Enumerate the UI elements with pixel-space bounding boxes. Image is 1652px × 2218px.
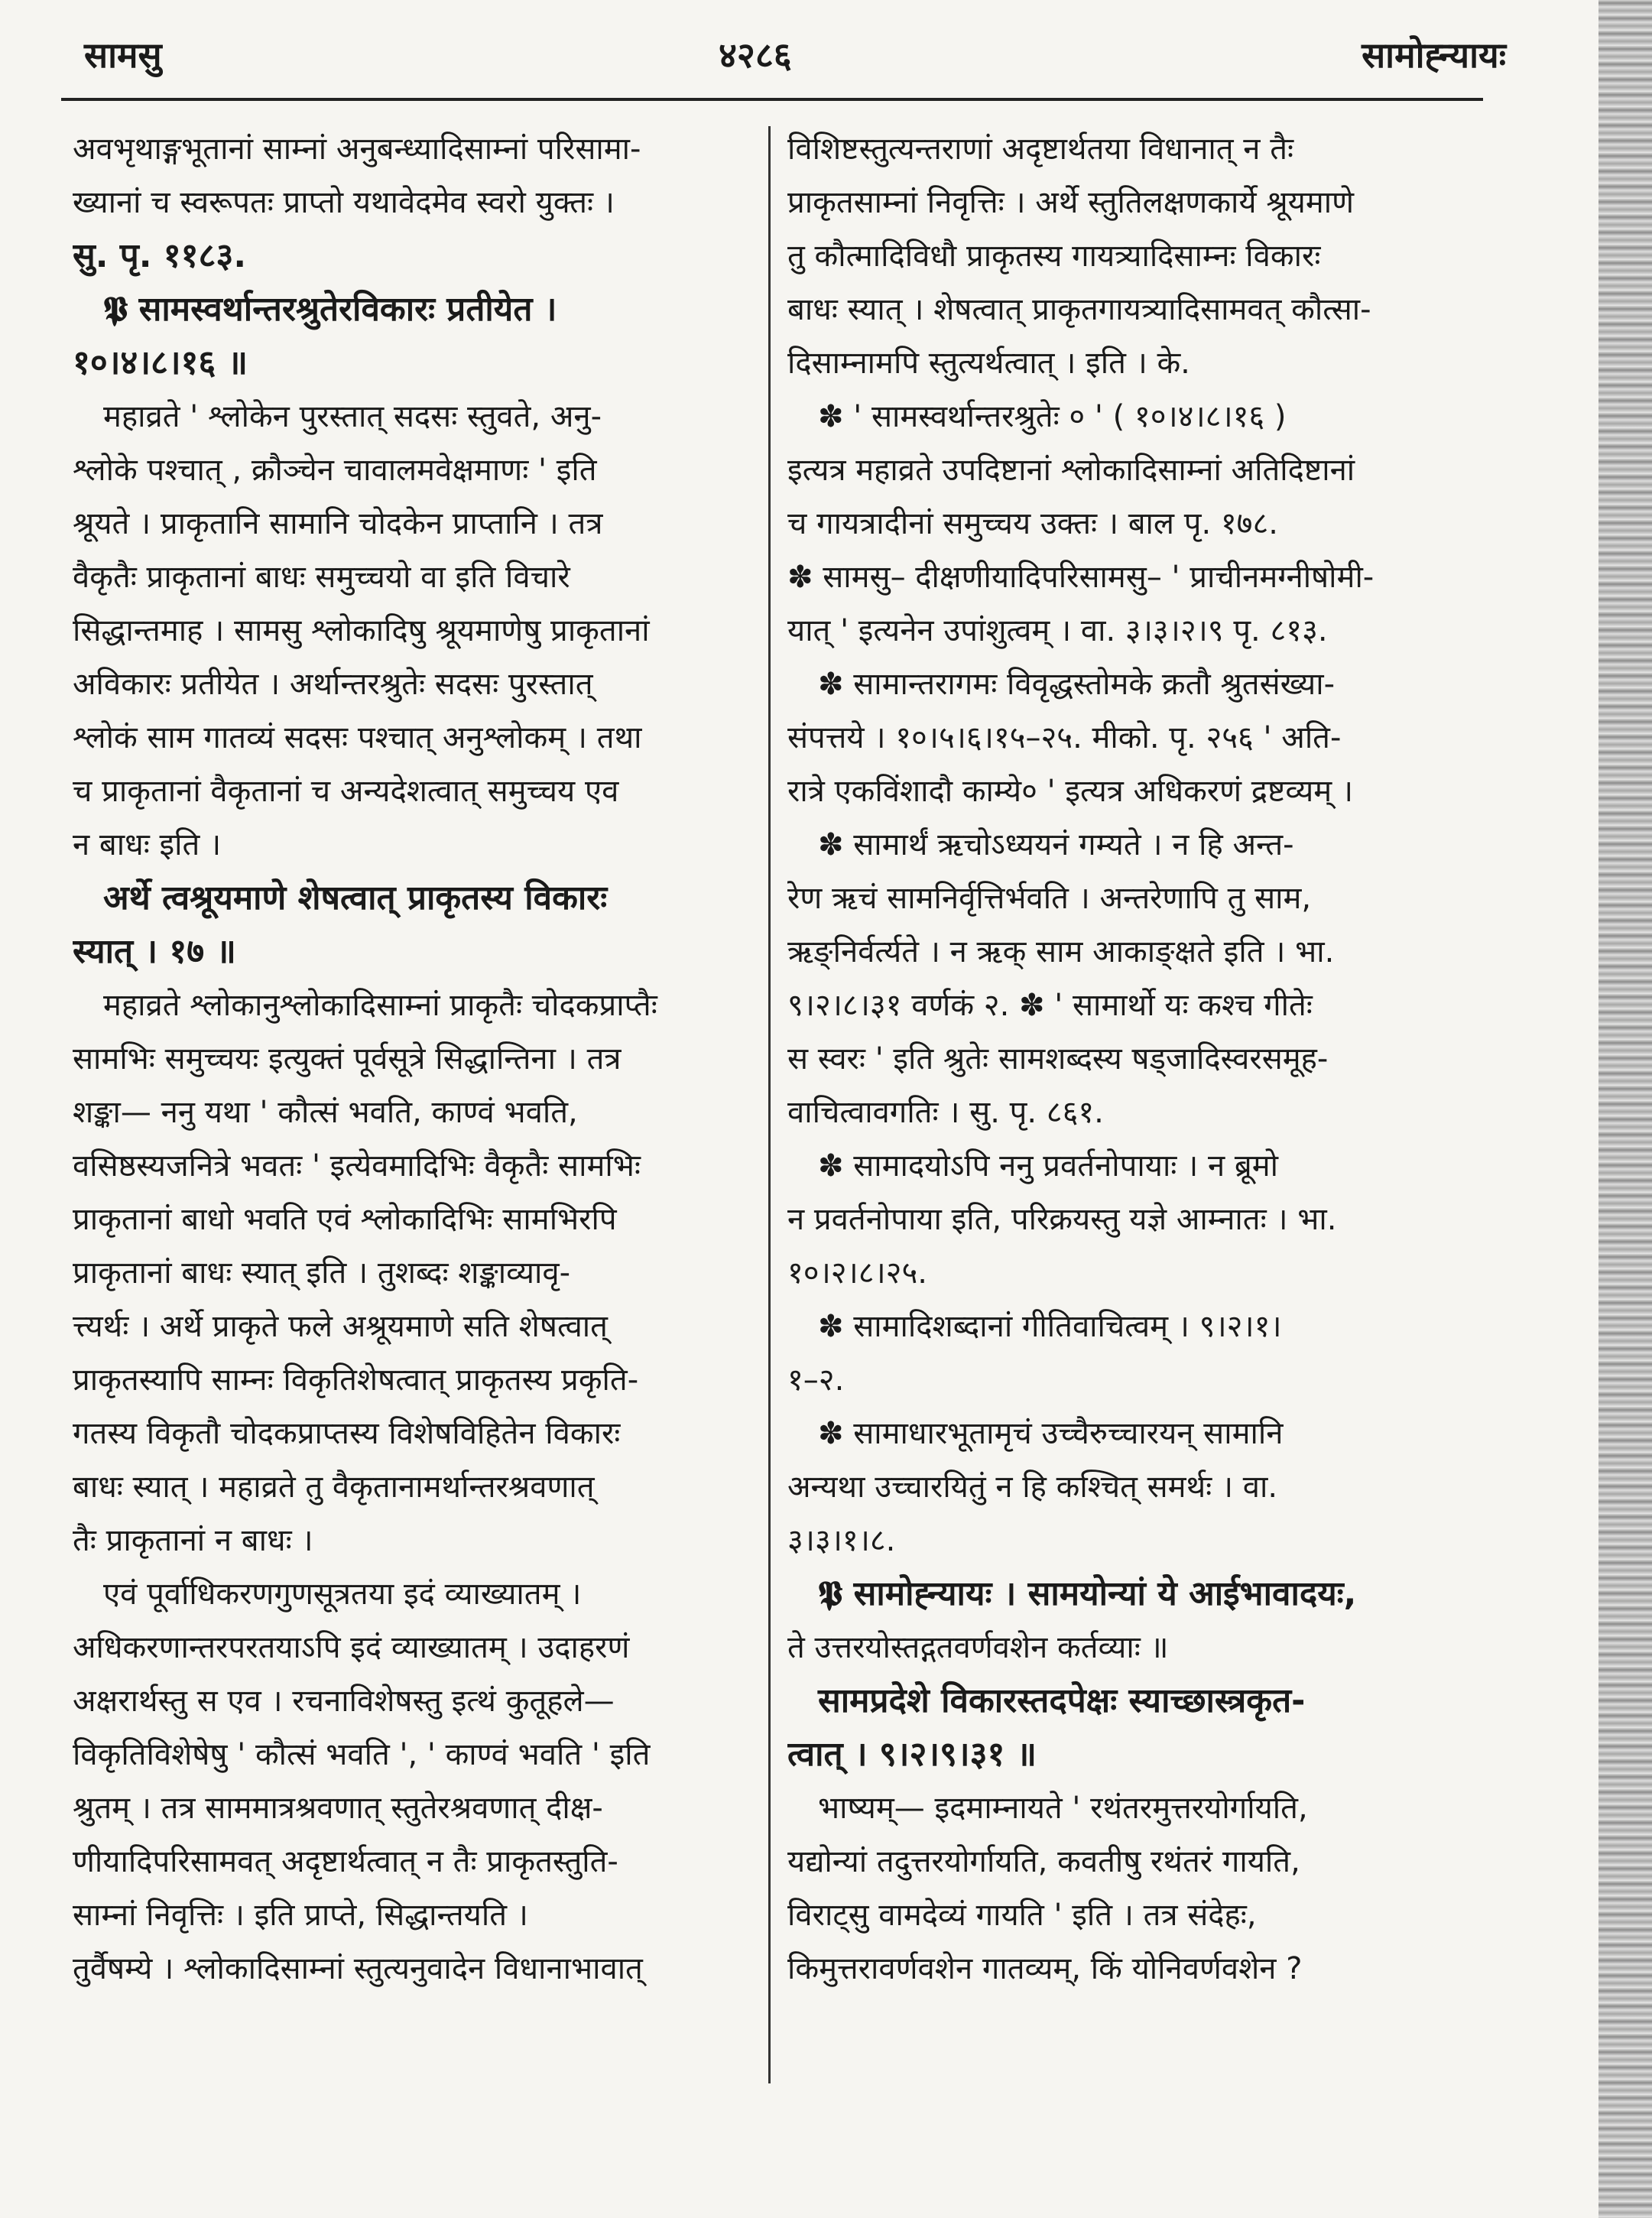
text-line: ✽ सामान्तरागमः विवृद्धस्तोमके क्रतौ श्रुतसंख्या- [818, 667, 1336, 702]
text-line: भाष्यम्— इदमाम्नायते ' रथंतरमुत्तरयोर्गायति, [818, 1791, 1308, 1826]
text-line: विशिष्टस्तुत्यन्तराणां अदृष्टार्थतया विधानात् न तैः [787, 132, 1294, 167]
text-line: णीयादिपरिसामवत् अदृष्टार्थत्वात् न तैः प्राकृतस्तुति- [73, 1844, 618, 1879]
text-line: अवभृथाङ्गभूतानां साम्नां अनुबन्ध्यादिसाम्नां परिसामा- [73, 132, 641, 167]
text-line: अविकारः प्रतीयेत । अर्थान्तरश्रुतेः सदसः पुरस्तात् [73, 667, 593, 702]
text-line: शङ्का— ननु यथा ' कौत्सं भवति, काण्वं भवति, [73, 1095, 578, 1130]
sutra-heading: अर्थे त्वश्रूयमाणे शेषत्वात् प्राकृतस्य विकारः [103, 878, 608, 917]
scan-edge [1598, 0, 1652, 2218]
text-line: सिद्धान्तमाह । सामसु श्लोकादिषु श्रूयमाणेषु प्राकृतानां [73, 613, 650, 648]
text-line: तु कौत्मादिविधौ प्राकृतस्य गायत्र्यादिसाम्नः विकारः [787, 239, 1321, 274]
text-line: ते उत्तरयोस्तद्गतवर्णवशेन कर्तव्याः ॥ [787, 1630, 1169, 1665]
text-line: ✽ सामसु– दीक्षणीयादिपरिसामसु– ' प्राचीनमग्नीषोमी- [787, 560, 1375, 595]
text-line: तैः प्राकृतानां न बाधः । [73, 1523, 313, 1558]
header-rule [61, 98, 1483, 101]
text-line: वैकृतैः प्राकृतानां बाधः समुच्चयो वा इति विचारे [73, 560, 570, 595]
text-line: महाव्रते ' श्लोकेन पुरस्तात् सदसः स्तुवते, अनु- [103, 399, 602, 434]
text-line: ✽ सामार्थं ऋचोऽध्ययनं गम्यते । न हि अन्त- [818, 827, 1294, 862]
running-head-right: सामोह्न्यायः [1362, 34, 1506, 76]
text-line: च गायत्रादीनां समुच्चय उक्तः । बाल पृ. १७८. [787, 506, 1278, 541]
text-line: बाधः स्यात् । शेषत्वात् प्राकृतगायत्र्यादिसामवत् कौत्सा- [787, 292, 1371, 327]
text-line: श्लोकं साम गातव्यं सदसः पश्चात् अनुश्लोकम् । तथा [73, 720, 642, 755]
sutra-heading: 𝕻 सामस्वर्थान्तरश्रुतेरविकारः प्रतीयेत । [103, 290, 557, 329]
text-line: च प्राकृतानां वैकृतानां च अन्यदेशत्वात् समुच्चय एव [73, 774, 619, 809]
text-line: रेण ऋचं सामनिर्वृत्तिर्भवति । अन्तरेणापि तु साम, [787, 881, 1312, 916]
text-line: १०।२।८।२५. [787, 1255, 927, 1291]
text-line: ✽ सामाधारभूतामृचं उच्चैरुच्चारयन् सामानि [818, 1416, 1284, 1451]
text-line: प्राकृतसाम्नां निवृत्तिः । अर्थे स्तुतिलक्षणकार्ये श्रूयमाणे [787, 185, 1355, 220]
text-line: सामभिः समुच्चयः इत्युक्तं पूर्वसूत्रे सिद्धान्तिना । तत्र [73, 1041, 622, 1077]
text-line: प्राकृतस्यापि साम्नः विकृतिशेषत्वात् प्राकृतस्य प्रकृति- [73, 1362, 639, 1398]
sutra-heading: 𝕻 सामोह्न्यायः । सामयोन्यां ये आईभावादयः, [818, 1574, 1357, 1613]
left-column [73, 122, 761, 1996]
sutra-number: १०।४।८।१६ ॥ [73, 343, 248, 382]
text-line: ९।२।८।३१ वर्णकं २. ✽ ' सामार्थो यः कश्च गीतेः [787, 988, 1313, 1023]
text-line: प्राकृतानां बाधः स्यात् इति । तुशब्दः शङ्काव्यावृ- [73, 1255, 571, 1291]
text-line: अक्षरार्थस्तु स एव । रचनाविशेषस्तु इत्थं कुतूहले— [73, 1684, 615, 1719]
text-line: ✽ ' सामस्वर्थान्तरश्रुतेः ० ' ( १०।४।८।१६ ) [818, 399, 1287, 434]
text-line: विराट्सु वामदेव्यं गायति ' इति । तत्र संदेहः, [787, 1898, 1257, 1933]
text-line: ३।३।१।८. [787, 1523, 896, 1558]
text-line: रात्रे एकविंशादौ काम्ये० ' इत्यत्र अधिकरणं द्रष्टव्यम् । [787, 774, 1354, 809]
text-line: सु. पृ. ११८३. [73, 236, 247, 275]
text-line: संपत्तये । १०।५।६।१५–२५. मीको. पृ. २५६ ' अति- [787, 720, 1342, 755]
text-line: वसिष्ठस्यजनित्रे भवतः ' इत्येवमादिभिः वैकृतैः सामभिः [73, 1148, 641, 1184]
text-line: यद्योन्यां तदुत्तरयोर्गायति, कवतीषु रथंतरं गायति, [787, 1844, 1300, 1879]
text-line: ✽ सामादयोऽपि ननु प्रवर्तनोपायाः । न ब्रूमो [818, 1148, 1279, 1184]
text-line: दिसाम्नामपि स्तुत्यर्थत्वात् । इति । के. [787, 346, 1190, 381]
text-line: अन्यथा उच्चारयितुं न हि कश्चित् समर्थः । वा. [787, 1469, 1278, 1505]
running-head-left: सामसु [84, 34, 162, 76]
text-line: साम्नां निवृत्तिः । इति प्राप्ते, सिद्धान्तयति । [73, 1898, 528, 1933]
text-line: वाचित्वावगतिः । सु. पृ. ८६१. [787, 1095, 1104, 1130]
text-line: ऋङ्निर्वर्त्यते । न ऋक् साम आकाङ्क्षते इति । भा. [787, 934, 1335, 969]
sutra-heading: सामप्रदेशे विकारस्तदपेक्षः स्याच्छास्त्रकृत- [818, 1681, 1306, 1720]
text-line: यात् ' इत्यनेन उपांशुत्वम् । वा. ३।३।२।९ पृ. ८१३. [787, 613, 1328, 648]
right-column [787, 122, 1452, 1996]
text-line: इत्यत्र महाव्रते उपदिष्टानां श्लोकादिसाम्नां अतिदिष्टानां [787, 453, 1355, 488]
text-line: विकृतिविशेषेषु ' कौत्सं भवति ', ' काण्वं भवति ' इति [73, 1737, 651, 1772]
page-header [61, 31, 1506, 92]
sutra-number: त्वात् । ९।२।९।३१ ॥ [787, 1735, 1037, 1774]
text-line: एवं पूर्वाधिकरणगुणसूत्रतया इदं व्याख्यातम् । [103, 1577, 582, 1612]
sutra-number: स्यात् । १७ ॥ [73, 932, 236, 971]
text-line: बाधः स्यात् । महाव्रते तु वैकृतानामर्थान्तरश्रवणात् [73, 1469, 595, 1505]
text-line: किमुत्तरावर्णवशेन गातव्यम्, किं योनिवर्णवशेन ? [787, 1951, 1303, 1986]
text-line: गतस्य विकृतौ चोदकप्राप्तस्य विशेषविहितेन विकारः [73, 1416, 621, 1451]
text-line: त्त्यर्थः । अर्थे प्राकृते फले अश्रूयमाणे सति शेषत्वात् [73, 1309, 608, 1344]
text-line: श्रूयते । प्राकृतानि सामानि चोदकेन प्राप्तानि । तत्र [73, 506, 603, 541]
text-line: महाव्रते श्लोकानुश्लोकादिसाम्नां प्राकृतैः चोदकप्राप्तैः [103, 988, 657, 1023]
text-line: प्राकृतानां बाधो भवति एवं श्लोकादिभिः सामभिरपि [73, 1202, 617, 1237]
text-line: स स्वरः ' इति श्रुतेः सामशब्दस्य षड्जादिस्वरसमूह- [787, 1041, 1329, 1077]
text-line: श्लोके पश्चात् , क्रौञ्चेन चावालमवेक्षमाणः ' इति [73, 453, 597, 488]
text-line: न प्रवर्तनोपाया इति, परिक्रयस्तु यज्ञे आम्नातः । भा. [787, 1202, 1337, 1237]
text-line: ख्यानां च स्वरूपतः प्राप्तो यथावेदमेव स्वरो युक्तः । [73, 185, 615, 220]
text-line: अधिकरणान्तरपरतयाऽपि इदं व्याख्यातम् । उदाहरणं [73, 1630, 630, 1665]
text-line: तुर्वैषम्ये । श्लोकादिसाम्नां स्तुत्यनुवादेन विधानाभावात् [73, 1951, 643, 1986]
column-divider [768, 126, 771, 2083]
text-line: ✽ सामादिशब्दानां गीतिवाचित्वम् । ९।२।१। [818, 1309, 1282, 1344]
text-line: श्रुतम् । तत्र साममात्रश्रवणात् स्तुतेरश्रवणात् दीक्ष- [73, 1791, 603, 1826]
page-number: ४२८६ [719, 34, 792, 76]
text-line: १–२. [787, 1362, 845, 1398]
text-line: न बाधः इति । [73, 827, 222, 862]
